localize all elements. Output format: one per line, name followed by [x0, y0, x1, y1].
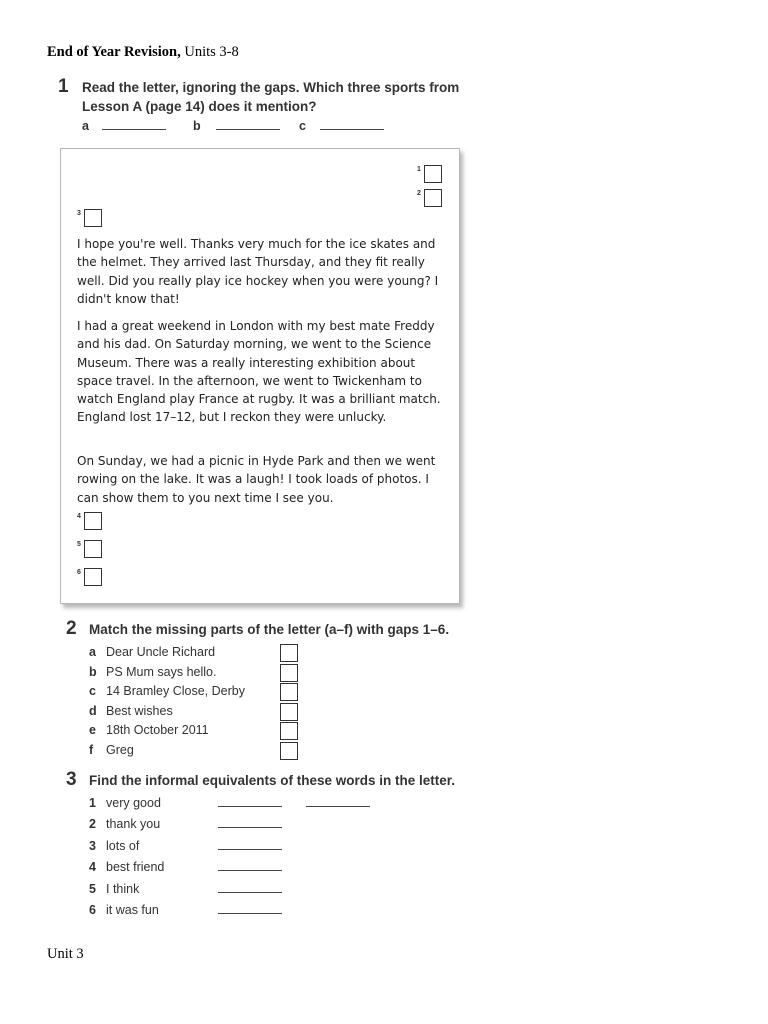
match-letter: c: [89, 684, 96, 699]
page-footer: Unit 3: [47, 946, 84, 962]
gap-3-number: 3: [77, 210, 81, 217]
match-answer-box[interactable]: [280, 644, 298, 662]
gap-3-box[interactable]: [84, 209, 102, 227]
gap-6-box[interactable]: [84, 568, 102, 586]
match-letter: a: [89, 645, 96, 659]
word-answer-line[interactable]: [218, 913, 282, 914]
answer-b-label: b: [193, 119, 201, 133]
match-answer-box[interactable]: [280, 722, 298, 740]
word-answer-line[interactable]: [218, 892, 282, 893]
word-text: I think: [106, 881, 140, 896]
word-text: it was fun: [106, 902, 159, 917]
word-answer-line[interactable]: [218, 806, 282, 807]
words-list: [89, 793, 379, 921]
match-answer-box[interactable]: [280, 683, 298, 701]
match-letter: e: [89, 723, 96, 738]
gap-5[interactable]: [77, 540, 102, 558]
match-list: [89, 643, 304, 761]
gap-5-number: 5: [77, 541, 81, 548]
match-answer-box[interactable]: [280, 742, 298, 760]
letter-card: [60, 148, 460, 604]
word-answer-line-2[interactable]: [306, 806, 370, 807]
gap-2[interactable]: [417, 189, 442, 207]
answer-c-label: c: [299, 119, 306, 133]
word-text: lots of: [106, 838, 140, 853]
page-title: [47, 44, 239, 61]
word-number: 2: [89, 817, 96, 832]
gap-1[interactable]: [417, 165, 442, 183]
question-1-text: [82, 78, 459, 116]
gap-4-number: 4: [77, 513, 81, 520]
question-2-text: Match the missing parts of the letter (a–f) with gaps 1–6.: [89, 622, 450, 637]
gap-2-box[interactable]: [424, 189, 442, 207]
word-answer-line[interactable]: [218, 870, 282, 871]
match-text: PS Mum says hello.: [106, 664, 217, 679]
gap-3[interactable]: [77, 209, 102, 227]
match-letter: d: [89, 703, 97, 718]
word-text: best friend: [106, 860, 165, 875]
answer-a-label: a: [82, 119, 89, 133]
word-item: [89, 814, 379, 835]
word-item: [89, 857, 379, 878]
answer-b-blank[interactable]: [216, 119, 280, 130]
page-title-bold: End of Year Revision,: [47, 44, 181, 60]
word-number: 1: [89, 796, 96, 810]
answer-b: [193, 119, 280, 133]
question-1-number: 1: [58, 76, 69, 97]
question-3-number: 3: [66, 769, 77, 790]
match-letter: f: [89, 742, 94, 757]
letter-paragraph-3: On Sunday, we had a picnic in Hyde Park and then we went rowing on the lake. It was a laugh! I took loads of photos. I can show them to you next time I see you.: [77, 454, 436, 505]
answer-a-blank[interactable]: [102, 119, 166, 130]
gap-4-box[interactable]: [84, 512, 102, 530]
gap-1-box[interactable]: [424, 165, 442, 183]
word-item: [89, 879, 379, 900]
word-item: [89, 900, 379, 921]
gap-6[interactable]: [77, 568, 102, 586]
word-number: 5: [89, 881, 96, 896]
question-2-number: 2: [66, 618, 77, 639]
match-answer-box[interactable]: [280, 664, 298, 682]
match-text: Greg: [106, 742, 134, 757]
word-number: 6: [89, 902, 96, 917]
word-item: [89, 836, 379, 857]
word-text: thank you: [106, 817, 161, 832]
word-text: very good: [106, 796, 161, 810]
letter-paragraph-1: I hope you're well. Thanks very much for the ice skates and the helmet. They arrived last Thursday, and they fit really well. Did you really play ice hockey when you were young? I didn't know that!: [77, 237, 439, 306]
answer-c-blank[interactable]: [320, 119, 384, 130]
match-item: [89, 663, 304, 683]
question-1-line-1: Read the letter, ignoring the gaps. Which three sports from: [82, 80, 460, 95]
word-item: [89, 793, 379, 814]
match-item: [89, 682, 304, 702]
answer-a: [82, 119, 166, 133]
answer-c: [299, 119, 384, 133]
letter-paragraph-2: I had a great weekend in London with my best mate Freddy and his dad. On Saturday morning, we went to the Science Museum. There was a really interesting exhibition about space travel. In the afternoon, we went to Twickenham to watch England play France at rugby. It was a brilliant match. England lost 17–12, but I reckon they were unlucky.: [77, 319, 441, 425]
gap-4[interactable]: [77, 512, 102, 530]
gap-1-number: 1: [417, 166, 421, 173]
match-letter: b: [89, 664, 97, 679]
gap-6-number: 6: [77, 569, 81, 576]
match-text: 18th October 2011: [106, 723, 209, 738]
match-text: Best wishes: [106, 703, 173, 718]
match-item: [89, 643, 304, 663]
match-text: Dear Uncle Richard: [106, 645, 216, 659]
word-answer-line[interactable]: [218, 827, 282, 828]
match-answer-box[interactable]: [280, 703, 298, 721]
page-title-rest: Units 3-8: [180, 44, 239, 60]
word-number: 3: [89, 838, 96, 853]
word-number: 4: [89, 860, 96, 875]
match-item: [89, 721, 304, 741]
gap-2-number: 2: [417, 190, 421, 197]
word-answer-line[interactable]: [218, 849, 282, 850]
gap-5-box[interactable]: [84, 540, 102, 558]
question-3-text: Find the informal equivalents of these words in the letter.: [89, 773, 456, 788]
match-item: [89, 741, 304, 761]
question-1-line-2: Lesson A (page 14) does it mention?: [82, 99, 317, 114]
match-item: [89, 702, 304, 722]
match-text: 14 Bramley Close, Derby: [106, 684, 245, 699]
